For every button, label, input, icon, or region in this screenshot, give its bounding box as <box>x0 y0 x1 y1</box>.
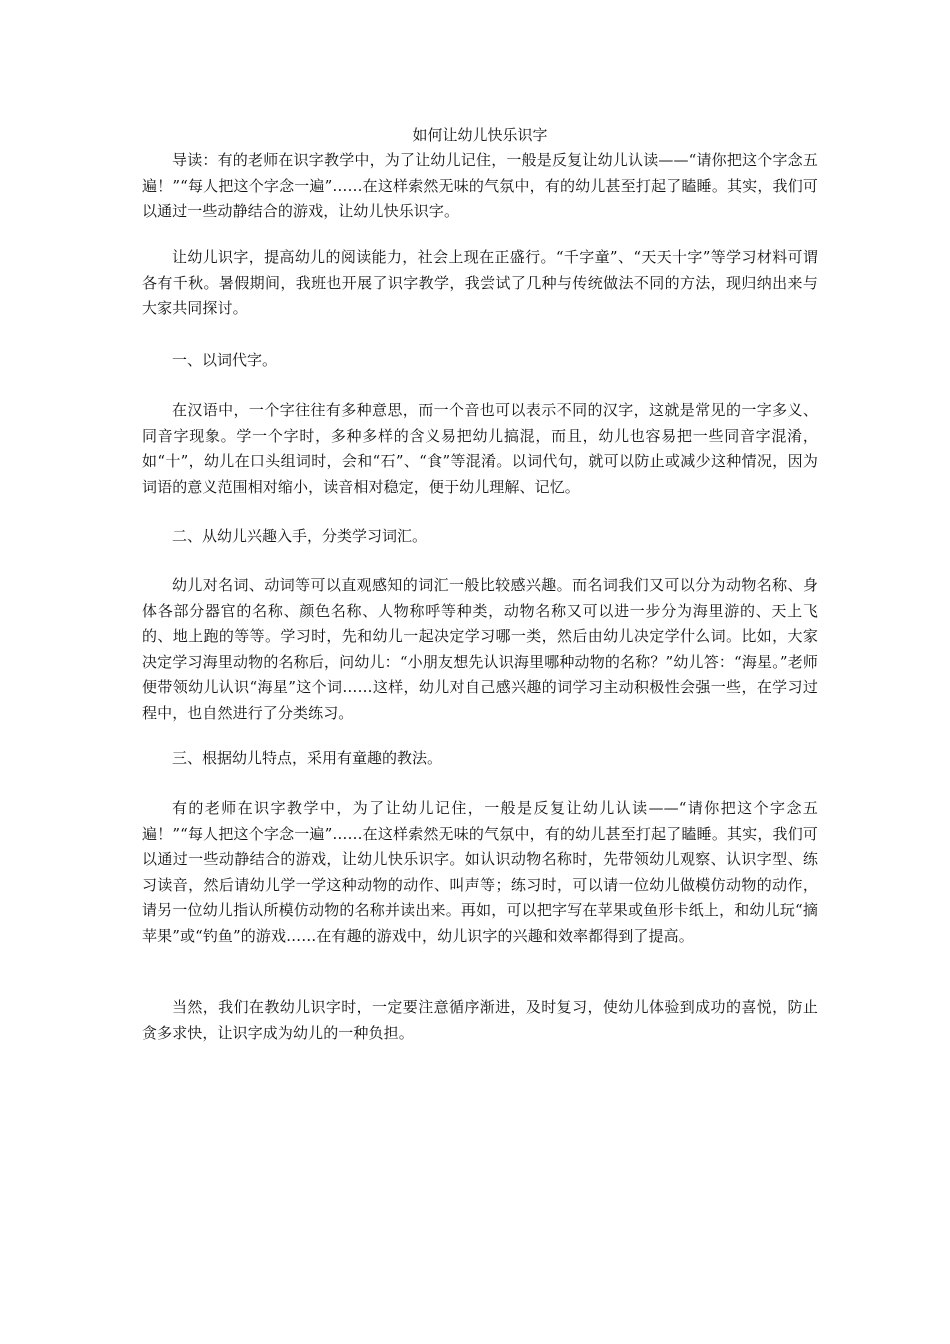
paragraph-2: 在汉语中，一个字往往有多种意思，而一个音也可以表示不同的汉字，这就是常见的一字多义、同音字现象。学一个字时，多种多样的含义易把幼儿搞混，而且，幼儿也容易把一些同音字混淆，如“十”，幼儿在口头组词时，会和“石”、“食”等混淆。以词代句，就可以防止或减少这种情况，因为词语的意义范围相对缩小，读音相对稳定，便于幼儿理解、记忆。 <box>142 401 818 496</box>
document-page <box>142 0 818 1344</box>
paragraph-1: 让幼儿识字，提高幼儿的阅读能力，社会上现在正盛行。“千字童”、“天天十字”等学习材料可谓各有千秋。暑假期间，我班也开展了识字教学，我尝试了几种与传统做法不同的方法，现归纳出来与大家共同探讨。 <box>142 248 818 317</box>
section-heading-3: 三、根据幼儿特点，采用有童趣的教法。 <box>172 749 443 767</box>
paragraph-4: 有的老师在识字教学中，为了让幼儿记住，一般是反复让幼儿认读——“请你把这个字念五遍！”“每人把这个字念一遍”……在这样索然无味的气氛中，有的幼儿甚至打起了瞌睡。其实，我们可以通过一些动静结合的游戏，让幼儿快乐识字。如认识动物名称时，先带领幼儿观察、认识字型、练习读音，然后请幼儿学一学这种动物的动作、叫声等；练习时，可以请一位幼儿做模仿动物的动作，请另一位幼儿指认所模仿动物的名称并读出来。再如，可以把字写在苹果或鱼形卡纸上，和幼儿玩“摘苹果”或“钓鱼”的游戏……在有趣的游戏中，幼儿识字的兴趣和效率都得到了提高。 <box>142 799 818 945</box>
paragraph-5: 当然，我们在教幼儿识字时，一定要注意循序渐进，及时复习，使幼儿体验到成功的喜悦，防止贪多求快，让识字成为幼儿的一种负担。 <box>142 998 818 1042</box>
document-title: 如何让幼儿快乐识字 <box>412 126 548 144</box>
paragraph-3: 幼儿对名词、动词等可以直观感知的词汇一般比较感兴趣。而名词我们又可以分为动物名称、身体各部分器官的名称、颜色名称、人物称呼等种类，动物名称又可以进一步分为海里游的、天上飞的、地上跑的等等。学习时，先和幼儿一起决定学习哪一类，然后由幼儿决定学什么词。比如，大家决定学习海里动物的名称后，问幼儿：“小朋友想先认识海里哪种动物的名称？”幼儿答：“海星。”老师便带领幼儿认识“海星”这个词……这样，幼儿对自己感兴趣的词学习主动积极性会强一些，在学习过程中，也自然进行了分类练习。 <box>142 576 818 722</box>
section-heading-1: 一、以词代字。 <box>172 351 278 369</box>
section-heading-2: 二、从幼儿兴趣入手，分类学习词汇。 <box>172 527 428 545</box>
intro-paragraph: 导读：有的老师在识字教学中，为了让幼儿记住，一般是反复让幼儿认读——“请你把这个字念五遍！”“每人把这个字念一遍”……在这样索然无味的气氛中，有的幼儿甚至打起了瞌睡。其实，我们可以通过一些动静结合的游戏，让幼儿快乐识字。 <box>142 151 818 220</box>
